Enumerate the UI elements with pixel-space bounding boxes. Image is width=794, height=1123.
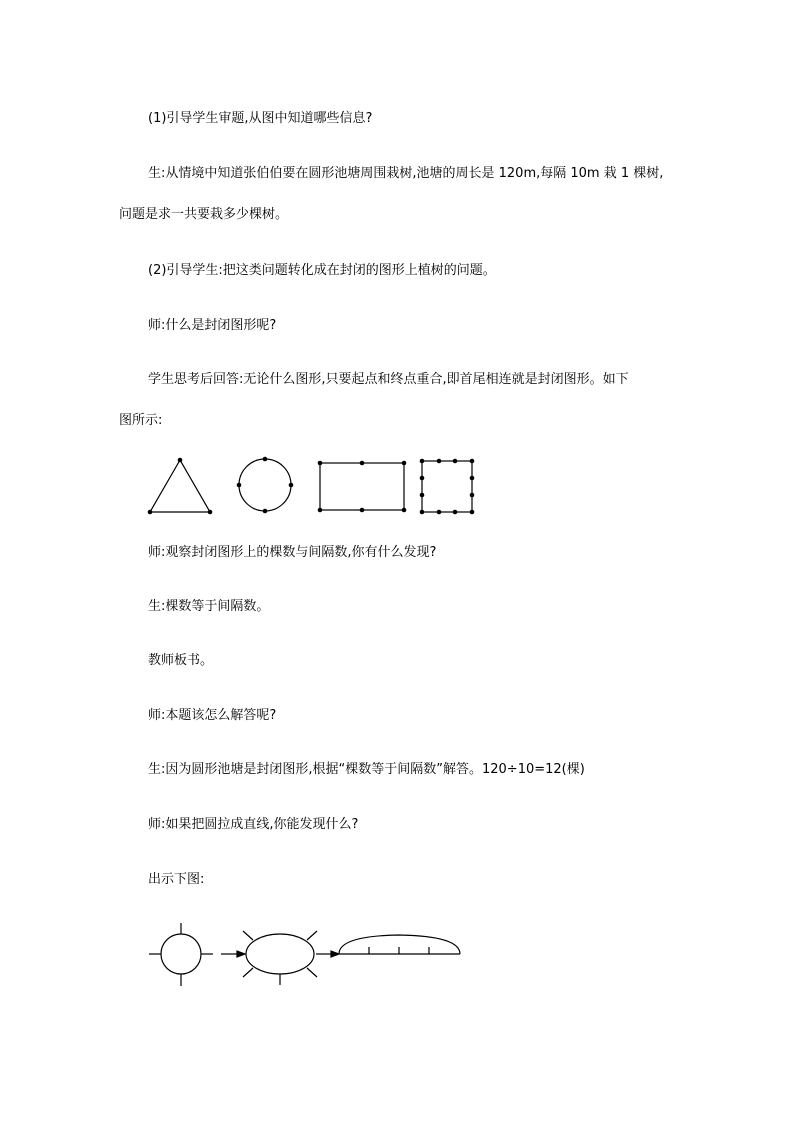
paragraph-teacher-question: 师:什么是封闭图形呢? — [148, 318, 277, 333]
arrow-two — [316, 951, 339, 957]
paragraph-solution: 生:因为圆形池塘是封闭图形,根据“棵数等于间隔数”解答。120÷10=12(棵) — [148, 762, 585, 777]
paragraph-teacher-writes: 教师板书。 — [148, 653, 214, 668]
circle-points — [237, 457, 294, 514]
circle-shape — [239, 459, 291, 511]
triangle-points — [148, 458, 213, 515]
paragraph-student-info: 生:从情境中知道张伯伯要在圆形池塘周围栽树,池塘的周长是 120m,每隔 10m 栽 1 棵树, — [148, 166, 664, 181]
transformation-figure — [145, 920, 470, 992]
paragraph-student-info-cont: 问题是求一共要栽多少棵树。 — [119, 207, 289, 222]
paragraph-how-to-solve: 师:本题该怎么解答呢? — [148, 708, 277, 723]
ellipse-with-ticks — [243, 931, 317, 985]
square-shape — [422, 461, 472, 512]
paragraph-student-answer: 学生思考后回答:无论什么图形,只要起点和终点重合,即首尾相连就是封闭图形。如下 — [148, 372, 629, 387]
rectangle-shape — [320, 463, 404, 510]
paragraph-guide-transform: (2)引导学生:把这类问题转化成在封闭的图形上植树的问题。 — [148, 263, 496, 278]
paragraph-observe-question: 师:观察封闭图形上的棵数与间隔数,你有什么发现? — [148, 545, 437, 560]
paragraph-straighten-question: 师:如果把圆拉成直线,你能发现什么? — [148, 817, 359, 832]
square-points — [420, 459, 475, 515]
circle-with-ticks — [149, 923, 213, 986]
closed-shapes-figure — [140, 452, 480, 522]
paragraph-show-figure: 出示下图: — [148, 872, 205, 887]
triangle-shape — [150, 460, 210, 512]
paragraph-guide-question: (1)引导学生审题,从图中知道哪些信息? — [148, 111, 373, 126]
paragraph-student-finding: 生:棵数等于间隔数。 — [148, 599, 270, 614]
straightened-arc-with-ticks — [339, 935, 460, 954]
rectangle-points — [318, 461, 407, 513]
paragraph-student-answer-cont: 图所示: — [119, 413, 163, 428]
arrow-one — [221, 951, 245, 957]
